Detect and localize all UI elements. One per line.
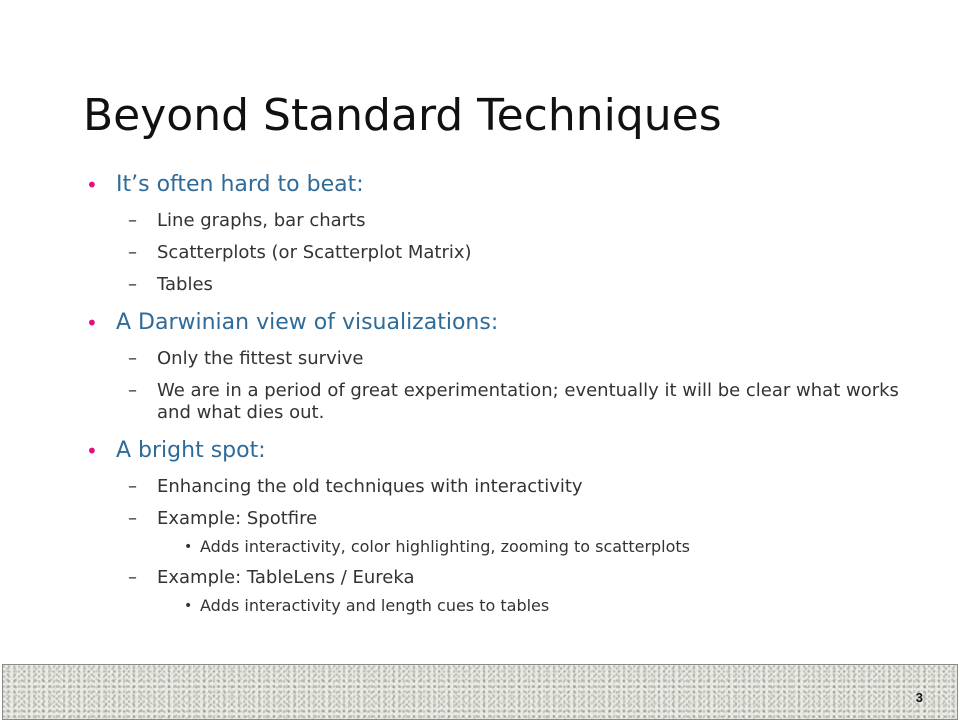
sub-sub-item	[86, 596, 936, 616]
slide-title: Beyond Standard Techniques	[83, 90, 722, 141]
sub-item	[86, 476, 936, 498]
dash-icon: –	[128, 274, 137, 295]
bullet-item-darwinian-view	[86, 308, 936, 338]
sub-item	[86, 242, 936, 264]
sub-item	[86, 567, 936, 589]
page-number: 3	[915, 690, 923, 705]
bullet-text: It’s often hard to beat:	[116, 172, 364, 197]
bullet-icon: •	[86, 439, 98, 463]
sub-sub-item-text: Adds interactivity, color highlighting, zooming to scatterplots	[200, 537, 691, 556]
bullet-list	[86, 170, 936, 616]
sub-item	[86, 348, 936, 370]
sub-item-text: We are in a period of great experimentation; eventually it will be clear what works and what dies out.	[157, 380, 899, 423]
bullet-icon: •	[86, 311, 98, 335]
sub-item	[86, 508, 936, 530]
sub-item-text: Line graphs, bar charts	[157, 210, 366, 231]
sub-item-text: Example: Spotfire	[157, 508, 318, 529]
dash-icon: –	[128, 348, 137, 369]
dash-icon: –	[128, 380, 137, 401]
bullet-icon: •	[86, 173, 98, 197]
dash-icon: –	[128, 210, 137, 231]
footer-band	[2, 664, 958, 720]
bullet-text: A bright spot:	[116, 438, 266, 463]
dash-icon: –	[128, 242, 137, 263]
sub-item-text: Scatterplots (or Scatterplot Matrix)	[157, 242, 472, 263]
dash-icon: –	[128, 508, 137, 529]
sub-item-text: Tables	[157, 274, 213, 295]
bullet-item-bright-spot	[86, 436, 936, 466]
sub-sub-item	[86, 537, 936, 557]
bullet-text: A Darwinian view of visualizations:	[116, 310, 499, 335]
sub-item-text: Only the fittest survive	[157, 348, 364, 369]
sub-item-text: Enhancing the old techniques with interactivity	[157, 476, 583, 497]
sub-item-text: Example: TableLens / Eureka	[157, 567, 415, 588]
dash-icon: –	[128, 476, 137, 497]
bullet-icon: •	[184, 539, 193, 555]
sub-sub-item-text: Adds interactivity and length cues to tables	[200, 596, 550, 615]
sub-item	[86, 380, 936, 424]
bullet-item-hard-to-beat	[86, 170, 936, 200]
dash-icon: –	[128, 567, 137, 588]
bullet-icon: •	[184, 598, 193, 614]
sub-item	[86, 210, 936, 232]
sub-item	[86, 274, 936, 296]
